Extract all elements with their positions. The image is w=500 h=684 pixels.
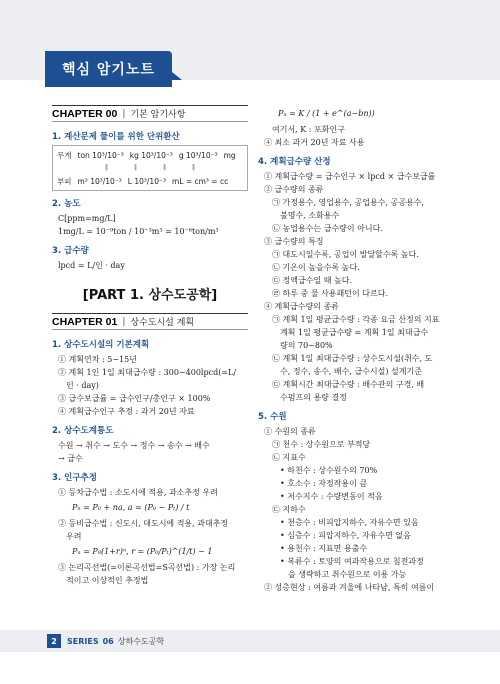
unit-conversion-table	[52, 145, 248, 191]
book-title: 상하수도공학	[117, 636, 165, 646]
part-title: [PART 1. 상수도공학]	[82, 288, 218, 303]
series-number: 06	[102, 636, 114, 646]
page-number: 2	[47, 634, 61, 648]
section-title: 1. 상수도시설의 기본계획	[52, 340, 150, 350]
chapter-title: 상수도시설 계획	[130, 318, 195, 328]
chapter-01-header: CHAPTER 01 | 상수도시설 계획	[52, 313, 248, 330]
left-column: CHAPTER 00 | 기본 암기사항 1. 계산문제 풀이를 위한 단위환산 무게 ton 10³/10⁻³ kg 10³/10⁻³ g 10³/10⁻³ mg ‖‖‖‖ 부피 m³ 10³/10⁻³ L 10³/10⁻³ mL = cm³ = cc 2. 농도 C[ppm=mg/L] 1mg/L = 10⁻⁹ton / 10⁻³m³ = 10⁻⁶ton/m³ 3. 급수량 lpcd = L/인 · day [PART 1. 상수도공학] CHAPTER 01 | 상수도시설 계획 1. 상수도시설의 기본계획 ① 계획연차 : 5~15년 ② 계획 1인 1일 최대급수량 : 300~400lpcd(=L/ 인 · day) ③ 급수보급률 = 급수인구/총인구 × 100% ④ 계획급수인구 추정 : 과거 20년 자료 2. 상수도계통도 수원 → 취수 → 도수 → 정수 → 송수 → 배수 → 급수 3. 인구추정 ① 등차급수법 : 소도시에 적용, 과소추정 우려 Pₙ = P₀ + na, a = (P₀ − Pₜ) / t ② 등비급수법 : 신도시, 대도시에 적용, 과대추정 우려 Pₙ = P₀(1+r)ⁿ, r = (P₀/Pₜ)^(1/t) − 1 ③ 논리곡선법(=이론곡선법=S곡선법) : 가장 논리 적이고 이상적인 추정법	[52, 105, 248, 587]
section-title: 3. 급수량	[52, 246, 89, 256]
formula: Pₙ = K / (1 + e^(a−bn))	[278, 109, 375, 118]
series-label: SERIES	[67, 636, 99, 646]
section-title: 2. 농도	[52, 199, 81, 209]
right-column: Pₙ = K / (1 + e^(a−bn)) 여기서, K : 포화인구 ④ 최소 과거 20년 자료 사용 4. 계획급수량 산정 ① 계획급수량 = 급수인구 × lpcd × 급수보급률 ② 급수량의 종류 ㉠ 가정용수, 영업용수, 공업용수, 공공용수, 불명수, 소화용수 ㉡ 농업용수는 급수량이 아니다. ③ 급수량의 특징 ㉠ 대도시일수록, 공업이 발달할수록 높다. ㉡ 기온이 높을수록 높다. ㉢ 정액급수일 때 높다. ㉣ 하루 중 물 사용패턴이 다르다. ④ 계획급수량의 종류 ㉠ 계획 1일 평균급수량 : 각종 요금 산정의 지표 계획 1일 평균급수량 = 계획 1일 최대급수 량의 70~80% ㉡ 계획 1일 최대급수량 : 상수도시설(취수, 도 수, 정수, 송수, 배수, 급수시설) 설계기준 ㉢ 계획시간 최대급수량 : 배수관의 구경, 배 수펌프의 용량 결정 5. 수원 ① 수원의 종류 ㉠ 천수 : 상수원으로 부적당 ㉡ 지표수 • 하천수 : 상수원수의 70% • 호소수 : 자정작용이 큼 • 저수지수 : 수량변동이 적음 ㉢ 지하수 • 천층수 : 비피압지하수, 자유수면 있음 • 심층수 : 피압지하수, 자유수면 없음 • 용천수 : 지표면 용출수 • 복류수 : 토양의 여과작용으로 침전과정 을 생략하고 취수원으로 이용 가능 ② 성층현상 : 여름과 겨울에 나타남, 특히 여름이	[258, 105, 454, 594]
unit-row-volume: 부피 m³ 10³/10⁻³ L 10³/10⁻³ mL = cm³ = cc	[57, 176, 229, 186]
chapter-label: CHAPTER 01	[52, 315, 118, 328]
unit-equivalence-marks: ‖‖‖‖	[105, 164, 221, 171]
section-title: 4. 계획급수량 산정	[258, 157, 331, 167]
section-title: 2. 상수도계통도	[52, 426, 114, 436]
unit-row-weight: 무게 ton 10³/10⁻³ kg 10³/10⁻³ g 10³/10⁻³ mg	[57, 150, 236, 160]
section-title: 5. 수원	[258, 412, 287, 422]
section-title: 3. 인구추정	[52, 473, 97, 483]
section-title: 1. 계산문제 풀이를 위한 단위환산	[52, 132, 180, 142]
page-footer	[0, 630, 500, 652]
title-tab-notch	[172, 72, 182, 80]
chapter-label: CHAPTER 00	[52, 107, 118, 120]
formula: Pₙ = P₀(1+r)ⁿ, r = (P₀/Pₜ)^(1/t) − 1	[72, 547, 213, 556]
formula: Pₙ = P₀ + na, a = (P₀ − Pₜ) / t	[72, 503, 190, 512]
chapter-00-header: CHAPTER 00 | 기본 암기사항	[52, 105, 248, 122]
note-title: 핵심 암기노트	[45, 51, 172, 87]
chapter-title: 기본 암기사항	[130, 110, 186, 120]
